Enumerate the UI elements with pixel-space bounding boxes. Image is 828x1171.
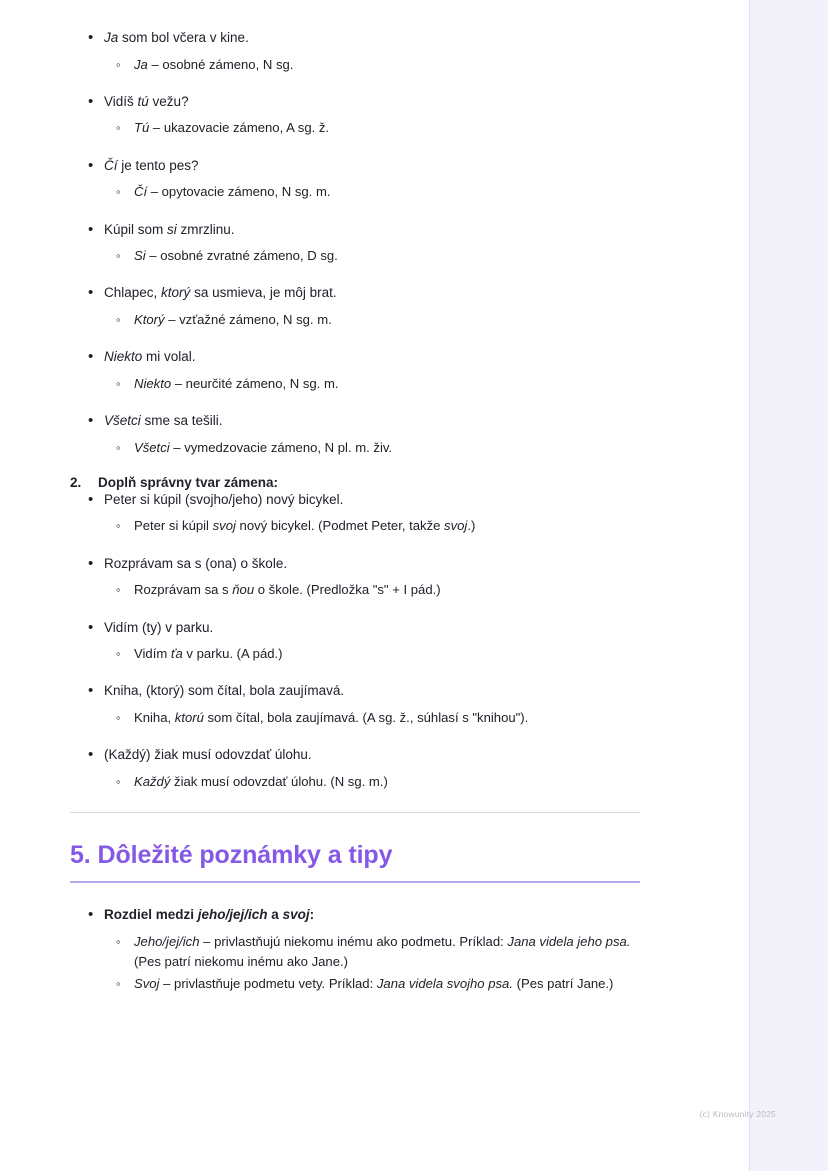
answer-italic: Všetci bbox=[134, 439, 170, 455]
note-bold-pre: Rozdiel medzi bbox=[104, 907, 198, 923]
list-item bbox=[70, 490, 640, 537]
note-text-mid: – privlastňujú niekomu inému ako podmetu. Príklad: bbox=[199, 933, 508, 949]
answer-text: – vymedzovacie zámeno, N pl. m. živ. bbox=[169, 439, 393, 455]
sentence-italic: tú bbox=[137, 93, 149, 109]
note-bold-post: : bbox=[309, 907, 315, 923]
list-item bbox=[70, 28, 640, 75]
note-text-end: (Pes patrí Jane.) bbox=[512, 976, 614, 992]
answer-text: – ukazovacie zámeno, A sg. ž. bbox=[149, 120, 330, 136]
answer-italic: Tú bbox=[134, 120, 150, 136]
list-item bbox=[104, 246, 640, 266]
list-item bbox=[70, 347, 640, 394]
list-item bbox=[70, 220, 640, 267]
answer-italic: Si bbox=[134, 248, 146, 264]
answer-text: – osobné zámeno, N sg. bbox=[147, 56, 294, 72]
answer-list bbox=[104, 182, 640, 202]
prompt-text: Rozprávam sa s (ona) o škole. bbox=[104, 555, 288, 571]
answer-italic: Každý bbox=[134, 773, 171, 789]
answer-mid: v parku. (A pád.) bbox=[182, 646, 283, 662]
sentence-pre: Chlapec, bbox=[104, 285, 162, 301]
answer-italic: Čí bbox=[134, 184, 148, 200]
page-side-strip bbox=[749, 0, 828, 1171]
exercise1-list bbox=[70, 28, 640, 458]
answer-text: – neurčité zámeno, N sg. m. bbox=[171, 375, 339, 391]
answer-list bbox=[104, 438, 640, 458]
prompt-text: Peter si kúpil (svojho/jeho) nový bicykel. bbox=[104, 491, 344, 507]
answer-italic: ňou bbox=[232, 582, 255, 598]
answer-list bbox=[104, 772, 640, 792]
answer-pre: Rozprávam sa s bbox=[134, 582, 233, 598]
list-item bbox=[70, 92, 640, 139]
answer-mid: nový bicykel. (Podmet Peter, takže bbox=[235, 518, 445, 534]
answer-post: .) bbox=[467, 518, 476, 534]
list-item bbox=[104, 118, 640, 138]
note-example-italic: Jana videla svojho psa. bbox=[376, 976, 513, 992]
sentence-text: zmrzlinu. bbox=[176, 221, 235, 237]
list-item bbox=[104, 580, 640, 600]
notes-list bbox=[70, 905, 640, 994]
answer-list bbox=[104, 644, 640, 664]
answer-list bbox=[104, 55, 640, 75]
sentence-italic: si bbox=[167, 221, 177, 237]
list-item bbox=[70, 156, 640, 203]
answer-pre: Kniha, bbox=[134, 710, 175, 725]
sentence-italic: Niekto bbox=[104, 349, 143, 365]
list-item bbox=[70, 554, 640, 601]
sentence-italic: Ja bbox=[104, 30, 119, 45]
list-item bbox=[104, 310, 640, 330]
list-item bbox=[70, 681, 640, 728]
note-example-italic: Jana videla jeho psa. bbox=[507, 933, 631, 949]
answer-italic: svoj bbox=[212, 518, 236, 534]
list-item bbox=[70, 618, 640, 665]
list-item bbox=[104, 55, 640, 75]
list-item bbox=[104, 516, 640, 536]
sentence-text: mi volal. bbox=[142, 349, 196, 365]
exercise2-heading bbox=[70, 475, 640, 490]
sentence-text: sme sa tešili. bbox=[140, 413, 223, 429]
prompt-text: Vidím (ty) v parku. bbox=[104, 619, 214, 635]
list-item bbox=[70, 745, 640, 792]
list-item bbox=[104, 374, 640, 394]
note-text-mid: – privlastňuje podmetu vety. Príklad: bbox=[159, 976, 377, 992]
sentence-italic: ktorý bbox=[161, 285, 191, 301]
answer-italic: Niekto bbox=[134, 375, 172, 391]
answer-mid: som čítal, bola zaujímavá. (A sg. ž., súhlasí s "knihou"). bbox=[203, 710, 529, 725]
exercise2-number: 2. bbox=[70, 474, 82, 490]
answer-list bbox=[104, 580, 640, 600]
list-item bbox=[70, 411, 640, 458]
sentence-text: som bol včera v kine. bbox=[118, 30, 249, 45]
list-item bbox=[104, 974, 640, 994]
list-item bbox=[104, 772, 640, 792]
watermark: (c) Knowunity 2025 bbox=[699, 1109, 776, 1119]
note-bold-italic-2: svoj bbox=[282, 907, 310, 923]
answer-mid: žiak musí odovzdať úlohu. (N sg. m.) bbox=[170, 773, 388, 789]
answer-list bbox=[104, 374, 640, 394]
sentence-text: je tento pes? bbox=[117, 157, 199, 173]
answer-italic: ktorú bbox=[174, 710, 204, 725]
answer-list bbox=[104, 310, 640, 330]
section-heading-5: 5. Dôležité poznámky a tipy bbox=[70, 841, 640, 883]
answer-text: – vzťažné zámeno, N sg. m. bbox=[164, 311, 332, 327]
note-bold-mid: a bbox=[267, 907, 283, 923]
answer-text: – osobné zvratné zámeno, D sg. bbox=[145, 248, 338, 264]
answer-pre: Vidím bbox=[134, 646, 171, 662]
sentence-italic: Čí bbox=[104, 157, 118, 173]
sentence-pre: Kúpil som bbox=[104, 221, 168, 237]
list-item bbox=[104, 438, 640, 458]
answer-list bbox=[104, 118, 640, 138]
exercise2-list bbox=[70, 490, 640, 792]
note-italic-start: Svoj bbox=[134, 976, 160, 992]
answer-mid: o škole. (Predložka "s" + I pád.) bbox=[254, 582, 441, 598]
note-bold-italic: jeho/jej/ich bbox=[197, 907, 268, 923]
note-sublist bbox=[104, 932, 640, 995]
sentence-pre: Vidíš bbox=[104, 93, 138, 109]
answer-text: – opytovacie zámeno, N sg. m. bbox=[147, 184, 331, 200]
answer-italic: Ja bbox=[134, 56, 148, 72]
prompt-text: (Každý) žiak musí odovzdať úlohu. bbox=[104, 747, 312, 763]
exercise2-title: Doplň správny tvar zámena: bbox=[98, 474, 279, 490]
note-text-end: (Pes patrí niekomu inému ako Jane.) bbox=[134, 953, 348, 969]
answer-italic-2: svoj bbox=[444, 518, 468, 534]
document-content bbox=[70, 28, 640, 1012]
answer-italic: ťa bbox=[170, 646, 183, 662]
answer-pre: Peter si kúpil bbox=[134, 518, 213, 534]
list-item bbox=[104, 708, 640, 728]
list-item bbox=[104, 932, 640, 973]
sentence-italic: Všetci bbox=[104, 413, 141, 429]
answer-list bbox=[104, 708, 640, 728]
sentence-text: sa usmieva, je môj brat. bbox=[190, 285, 337, 301]
list-item bbox=[70, 905, 640, 994]
sentence-text: vežu? bbox=[148, 93, 189, 109]
list-item bbox=[104, 644, 640, 664]
note-italic-start: Jeho/jej/ich bbox=[134, 933, 200, 949]
section-divider bbox=[70, 812, 640, 813]
prompt-text: Kniha, (ktorý) som čítal, bola zaujímavá. bbox=[104, 683, 345, 699]
list-item bbox=[70, 283, 640, 330]
answer-italic: Ktorý bbox=[134, 311, 165, 327]
answer-list bbox=[104, 246, 640, 266]
list-item bbox=[104, 182, 640, 202]
exercise2-heading-list bbox=[70, 475, 640, 490]
answer-list bbox=[104, 516, 640, 536]
